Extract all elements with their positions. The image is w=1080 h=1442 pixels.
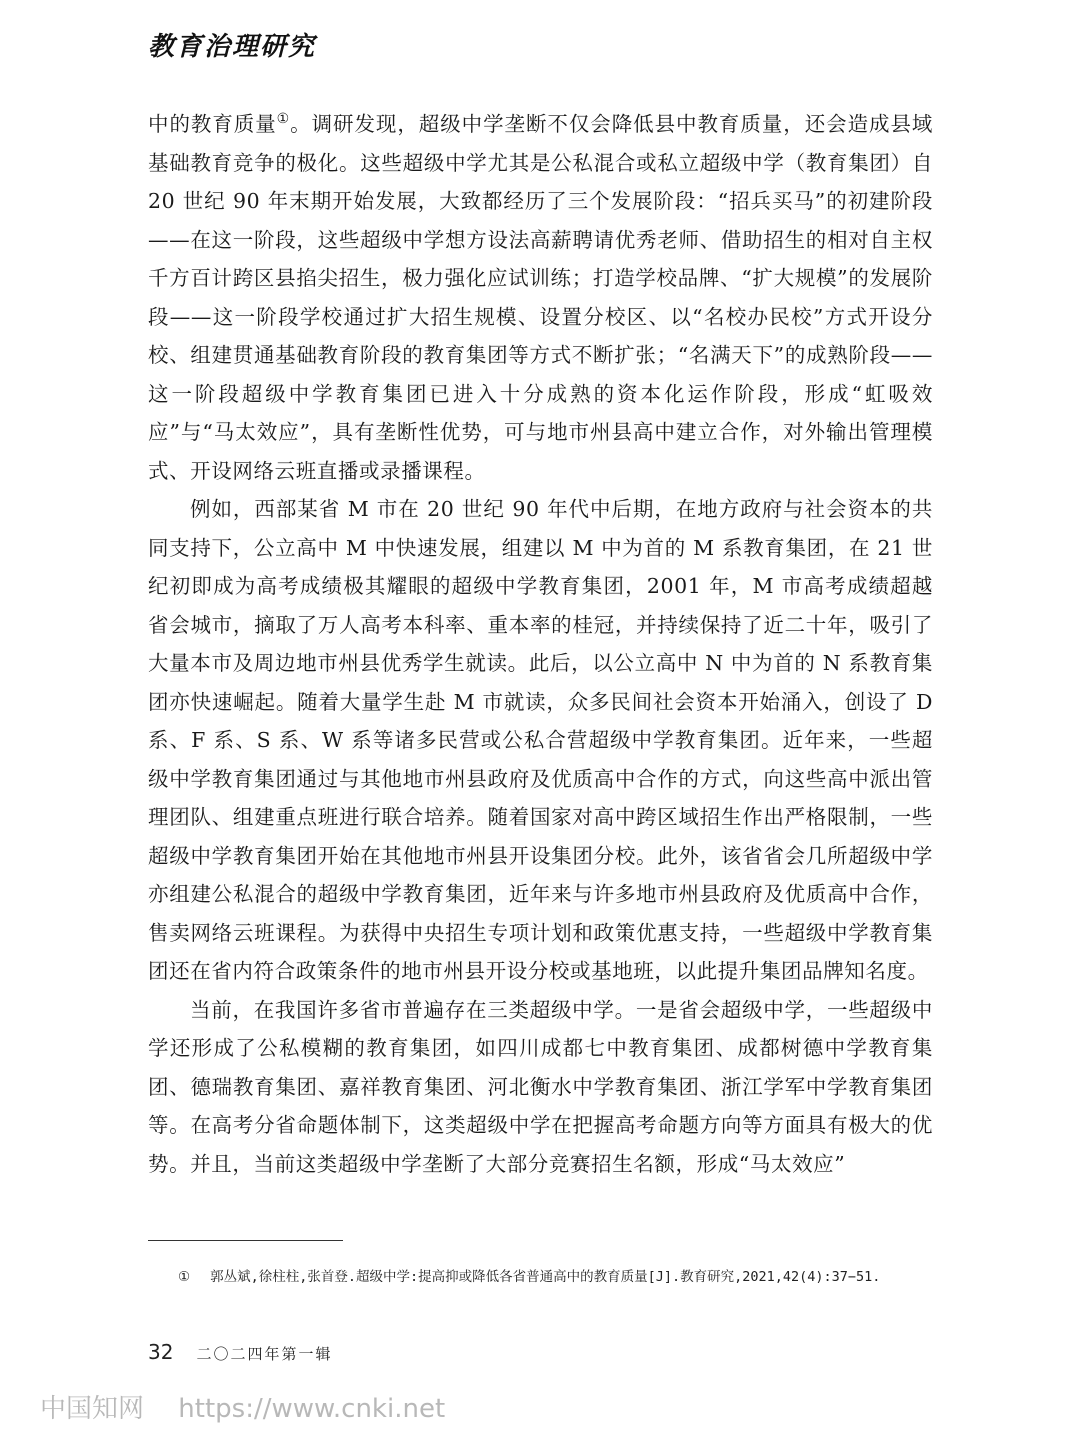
watermark-url[interactable]: https://www.cnki.net [178, 1394, 446, 1424]
paragraph-1-start: 中的教育质量 [148, 112, 277, 136]
page-number: 32 [148, 1340, 174, 1364]
cnki-watermark [40, 1388, 445, 1425]
paragraph-2: 例如，西部某省 M 市在 20 世纪 90 年代中后期，在地方政府与社会资本的共同支持下，公立高中 M 中快速发展，组建以 M 中为首的 M 系教育集团，在 21 世纪初即成为高考成绩极其耀眼的超级中学教育集团，2001 年，M 市高考成绩超越省会城市，摘取了万人高考本科率、重本率的桂冠，并持续保持了近二十年，吸引了大量本市及周边地市州县优秀学生就读。此后，以公立高中 N 中为首的 N 系教育集团亦快速崛起。随着大量学生赴 M 市就读，众多民间社会资本开始涌入，创设了 D 系、F 系、S 系、W 系等诸多民营或公私合营超级中学教育集团。近年来，一些超级中学教育集团通过与其他地市州县政府及优质高中合作的方式，向这些高中派出管理团队、组建重点班进行联合培养。随着国家对高中跨区域招生作出严格限制，一些超级中学教育集团开始在其他地市州县开设集团分校。此外，该省省会几所超级中学亦组建公私混合的超级中学教育集团，近年来与许多地市州县政府及优质高中合作，售卖网络云班课程。为获得中央招生专项计划和政策优惠支持，一些超级中学教育集团还在省内符合政策条件的地市州县开设分校或基地班，以此提升集团品牌知名度。 [148, 497, 933, 983]
page-footer [148, 1340, 333, 1364]
paragraph-1-rest: 。调研发现，超级中学垄断不仅会降低县中教育质量，还会造成县域基础教育竞争的极化。这些超级中学尤其是公私混合或私立超级中学（教育集团）自 20 世纪 90 年末期开始发展，大致都经历了三个发展阶段：“招兵买马”的初建阶段——在这一阶段，这些超级中学想方设法高薪聘请优秀老师、借助招生的相对自主权千方百计跨区县掐尖招生，极力强化应试训练；打造学校品牌、“扩大规模”的发展阶段——这一阶段学校通过扩大招生规模、设置分校区、以“名校办民校”方式开设分校、组建贯通基础教育阶段的教育集团等方式不断扩张；“名满天下”的成熟阶段——这一阶段超级中学教育集团已进入十分成熟的资本化运作阶段，形成“虹吸效应”与“马太效应”，具有垄断性优势，可与地市州县高中建立合作，对外输出管理模式、开设网络云班直播或录播课程。 [148, 112, 933, 483]
footnote-divider [148, 1240, 343, 1241]
footnote-reference[interactable]: ① [276, 111, 291, 128]
watermark-name: 中国知网 [40, 1394, 145, 1424]
issue-label: 二〇二四年第一辑 [196, 1345, 333, 1363]
footnote [148, 1264, 938, 1290]
footnote-number: ① [178, 1269, 191, 1285]
journal-title: 教育治理研究 [148, 32, 317, 62]
article-body [148, 105, 933, 1183]
paragraph-1 [148, 105, 933, 490]
footnote-text: 郭丛斌,徐柱柱,张首登.超级中学:提高抑或降低各省普通高中的教育质量[J].教育研究,2021,42(4):37−51. [210, 1269, 881, 1285]
paragraph-3: 当前，在我国许多省市普遍存在三类超级中学。一是省会超级中学，一些超级中学还形成了公私模糊的教育集团，如四川成都七中教育集团、成都树德中学教育集团、德瑞教育集团、嘉祥教育集团、河北衡水中学教育集团、浙江学军中学教育集团等。在高考分省命题体制下，这类超级中学在把握高考命题方向等方面具有极大的优势。并且，当前这类超级中学垄断了大部分竞赛招生名额，形成“马太效应” [148, 997, 933, 1176]
